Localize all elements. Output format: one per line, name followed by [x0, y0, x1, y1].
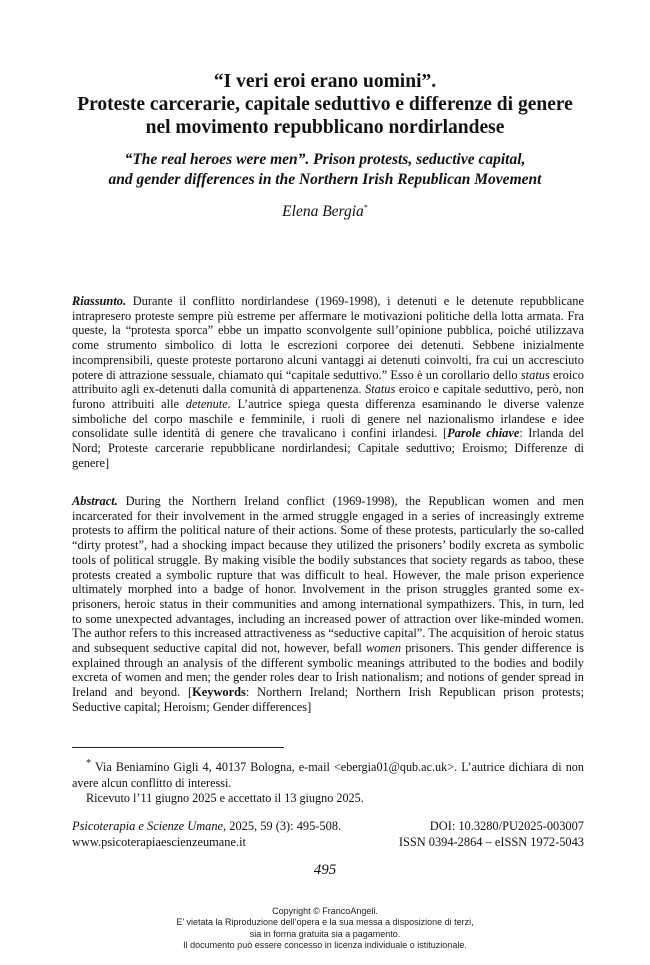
abstract-text: prisoners. This gender difference is explained through an analysis of the different symbolic meanings attributed to the bodies and bodily excreta of women and men; the gender roles dear to Irish nationalism; and notions of gender spread in Ireland and beyond. [ [72, 641, 584, 700]
doi-link[interactable]: DOI: 10.3280/PU2025-003007 [429, 819, 584, 833]
riassunto-italic: status [520, 367, 550, 382]
journal-name: Psicoterapia e Scienze Umane [72, 819, 224, 833]
riassunto-paragraph [72, 294, 584, 470]
riassunto-keywords-label: Parole chiave [447, 426, 520, 441]
footnote [72, 756, 584, 791]
riassunto-text: Durante il conflitto nordirlandese (1969-1998), i detenuti e le detenute repubblicane intrapresero proteste sempre più estreme per affermare le motivazioni politiche della lotta armata. Fra queste, la “protesta sporca” ebbe un impatto sconvolgente sull’opinione pubblica, poiché utilizzava come strumento simbolico di lotta le escrezioni corporee dei detenuti. Sebbene inizialmente incomprensibili, queste proteste portarono alcuni vantaggi ai detenuti coinvolti, fra cui un accresciuto potere di attrazione sessuale, chiamato qui “capitale seduttivo.” Esso è un corollario dello [72, 294, 584, 382]
abstract-paragraph [72, 494, 584, 715]
journal-volume: , 2025, 59 (3): 495-508. [223, 819, 342, 833]
copyright-line: sia in forma gratuita sia a pagamento. [249, 928, 401, 939]
abstract-italic: women [365, 641, 402, 656]
footnote-mark: * [86, 758, 92, 769]
title-line: “I veri eroi erano uomini”. [213, 71, 437, 92]
page-number: 495 [313, 862, 337, 878]
article-title [60, 70, 590, 139]
riassunto-keywords: : Irlanda del Nord; Proteste carcerarie repubblicane nordirlandesi; Capitale seduttivo; Eroismo; Differenze di genere] [72, 426, 584, 470]
copyright-notice [0, 906, 650, 951]
abstract-label: Abstract. [72, 494, 118, 508]
riassunto-italic: detenute. [185, 396, 231, 411]
journal-website-link[interactable]: www.psicoterapiaescienzeumane.it [72, 835, 246, 849]
journal-citation-row [72, 818, 584, 834]
riassunto-label: Riassunto. [72, 294, 127, 308]
article-subtitle [60, 150, 590, 190]
title-line: nel movimento repubblicano nordirlandese [145, 117, 505, 138]
title-line: Proteste carcerarie, capitale seduttivo e differenze di genere [77, 94, 573, 115]
received-note: Ricevuto l’11 giugno 2025 e accettato il 13 giugno 2025. [86, 791, 364, 805]
abstract-text: During the Northern Ireland conflict (1969-1998), the Republican women and men incarcerated for their involvement in the armed struggle engaged in a series of increasingly extreme protests to affirm the political nature of their actions. Some of these protests, particularly the so-called “dirty protest”, had a shocking impact because they utilized the prisoners’ bodily excreta as symbolic tools of political struggle. By making visible the bodily substances that society regards as taboo, these protests created a symbolic rupture that was difficult to heal. However, the male prison experience ultimately morphed into a badge of honor. Involvement in the prison struggles granted some ex-prisoners, heroic status in their communities and among international sympathizers. This, in turn, led to some unexpected advantages, including an increased power of attraction over like-minded women. The author refers to this increased attractiveness as “seductive capital”. The acquisition of heroic status and subsequent seductive capital did not, however, befall [72, 494, 584, 656]
issn: ISSN 0394-2864 – eISSN 1972-5043 [398, 835, 584, 849]
riassunto-text: eroico attribuito agli ex-detenuti dalla comunità di appartenenza. [72, 367, 584, 397]
riassunto-italic: Status [365, 382, 396, 397]
riassunto-text: L’autrice spiega questa differenza esaminando le diverse valenze simboliche del corpo maschile e femminile, i ruoli di genere nel nazionalismo irlandese e idee consolidate sulle identità di genere che travalicano i confini irlandesi. [ [72, 396, 584, 441]
author [60, 203, 590, 221]
copyright-line: Il documento può essere concesso in licenza individuale o istituzionale. [183, 939, 467, 950]
riassunto-text: eroico e capitale seduttivo, però, non furono attribuiti alle [72, 382, 584, 411]
copyright-line: Copyright © FrancoAngeli. [272, 906, 378, 916]
footnote-divider [72, 747, 284, 748]
abstract-keywords: : Northern Ireland; Northern Irish Republican prison protests; Seductive capital; Heroism; Gender differences] [72, 685, 585, 714]
copyright-line: E’ vietata la Riproduzione dell’opera e la sua messa a disposizione di terzi, [176, 917, 474, 928]
subtitle-line: “The real heroes were men”. Prison protests, seductive capital, [124, 151, 526, 168]
footnote-text: Via Beniamino Gigli 4, 40137 Bologna, e-mail <ebergia01@qub.ac.uk>. L’autrice dichiara di non avere alcun conflitto di interessi. [72, 760, 584, 791]
journal-info-row [72, 834, 584, 850]
abstract-keywords-label: Keywords [192, 685, 246, 700]
author-name: Elena Bergia [282, 203, 364, 221]
author-footnote-mark: * [363, 203, 368, 212]
subtitle-line: and gender differences in the Northern Irish Republican Movement [108, 171, 542, 188]
journal-citation [72, 818, 341, 834]
